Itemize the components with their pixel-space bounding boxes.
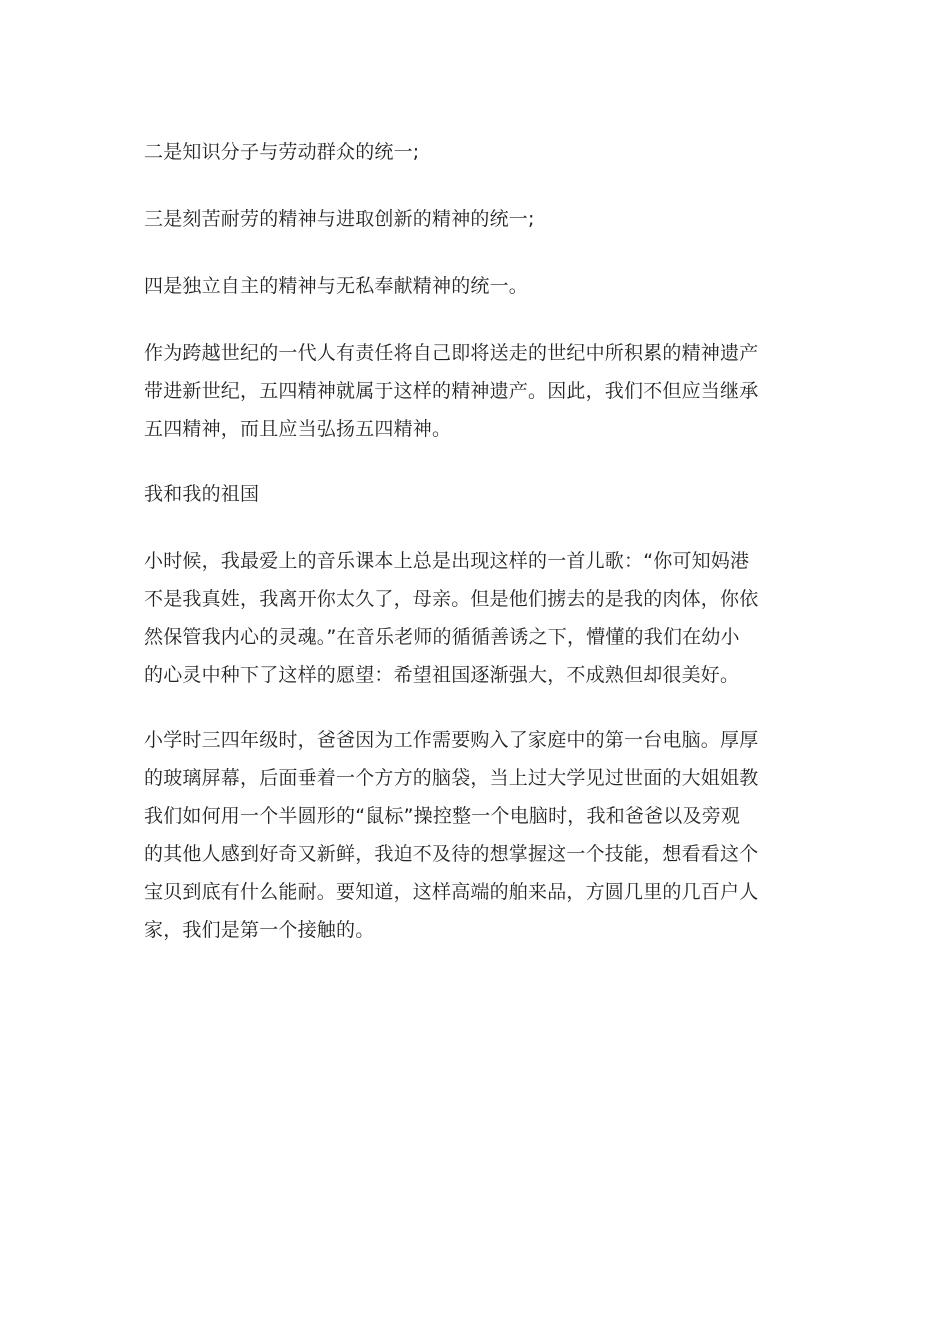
text-line: 我们如何用一个半圆形的“鼠标”操控整一个电脑时，我和爸爸以及旁观 — [144, 805, 741, 827]
text-line: 三是刻苦耐劳的精神与进取创新的精神的统一; — [144, 208, 535, 230]
paragraph-point-two — [144, 134, 810, 172]
text-line: 然保管我内心的灵魂。”在音乐老师的循循善诱之下，懵懂的我们在幼小 — [144, 626, 740, 648]
paragraph-point-three — [144, 201, 810, 239]
text-line: 五四精神，而且应当弘扬五四精神。 — [144, 418, 452, 440]
heading-text: 我和我的祖国 — [144, 483, 260, 505]
text-line: 家，我们是第一个接触的。 — [144, 919, 375, 941]
text-line: 四是独立自主的精神与无私奉献精神的统一。 — [144, 275, 529, 297]
paragraph-computer — [144, 722, 810, 948]
text-line: 小时候，我最爱上的音乐课本上总是出现这样的一首儿歌：“你可知妈港 — [144, 550, 750, 572]
text-line: 宝贝到底有什么能耐。要知道，这样高端的舶来品，方圆几里的几百户人 — [144, 881, 759, 903]
document-body — [144, 134, 810, 977]
paragraph-legacy — [144, 335, 810, 447]
text-line: 小学时三四年级时，爸爸因为工作需要购入了家庭中的第一台电脑。厚厚 — [144, 729, 759, 751]
paragraph-point-four — [144, 268, 810, 306]
text-line: 带进新世纪，五四精神就属于这样的精神遗产。因此，我们不但应当继承 — [144, 380, 759, 402]
text-line: 不是我真姓，我离开你太久了，母亲。但是他们掳去的是我的肉体，你依 — [144, 588, 759, 610]
paragraph-childhood — [144, 543, 810, 693]
text-line: 二是知识分子与劳动群众的统一; — [144, 141, 420, 163]
text-line: 的玻璃屏幕，后面垂着一个方方的脑袋，当上过大学见过世面的大姐姐教 — [144, 767, 759, 789]
text-line: 的心灵中种下了这样的愿望：希望祖国逐渐强大，不成熟但却很美好。 — [144, 664, 740, 686]
section-heading — [144, 476, 810, 514]
text-line: 的其他人感到好奇又新鲜，我迫不及待的想掌握这一个技能，想看看这个 — [144, 843, 759, 865]
text-line: 作为跨越世纪的一代人有责任将自己即将送走的世纪中所积累的精神遗产 — [144, 342, 759, 364]
